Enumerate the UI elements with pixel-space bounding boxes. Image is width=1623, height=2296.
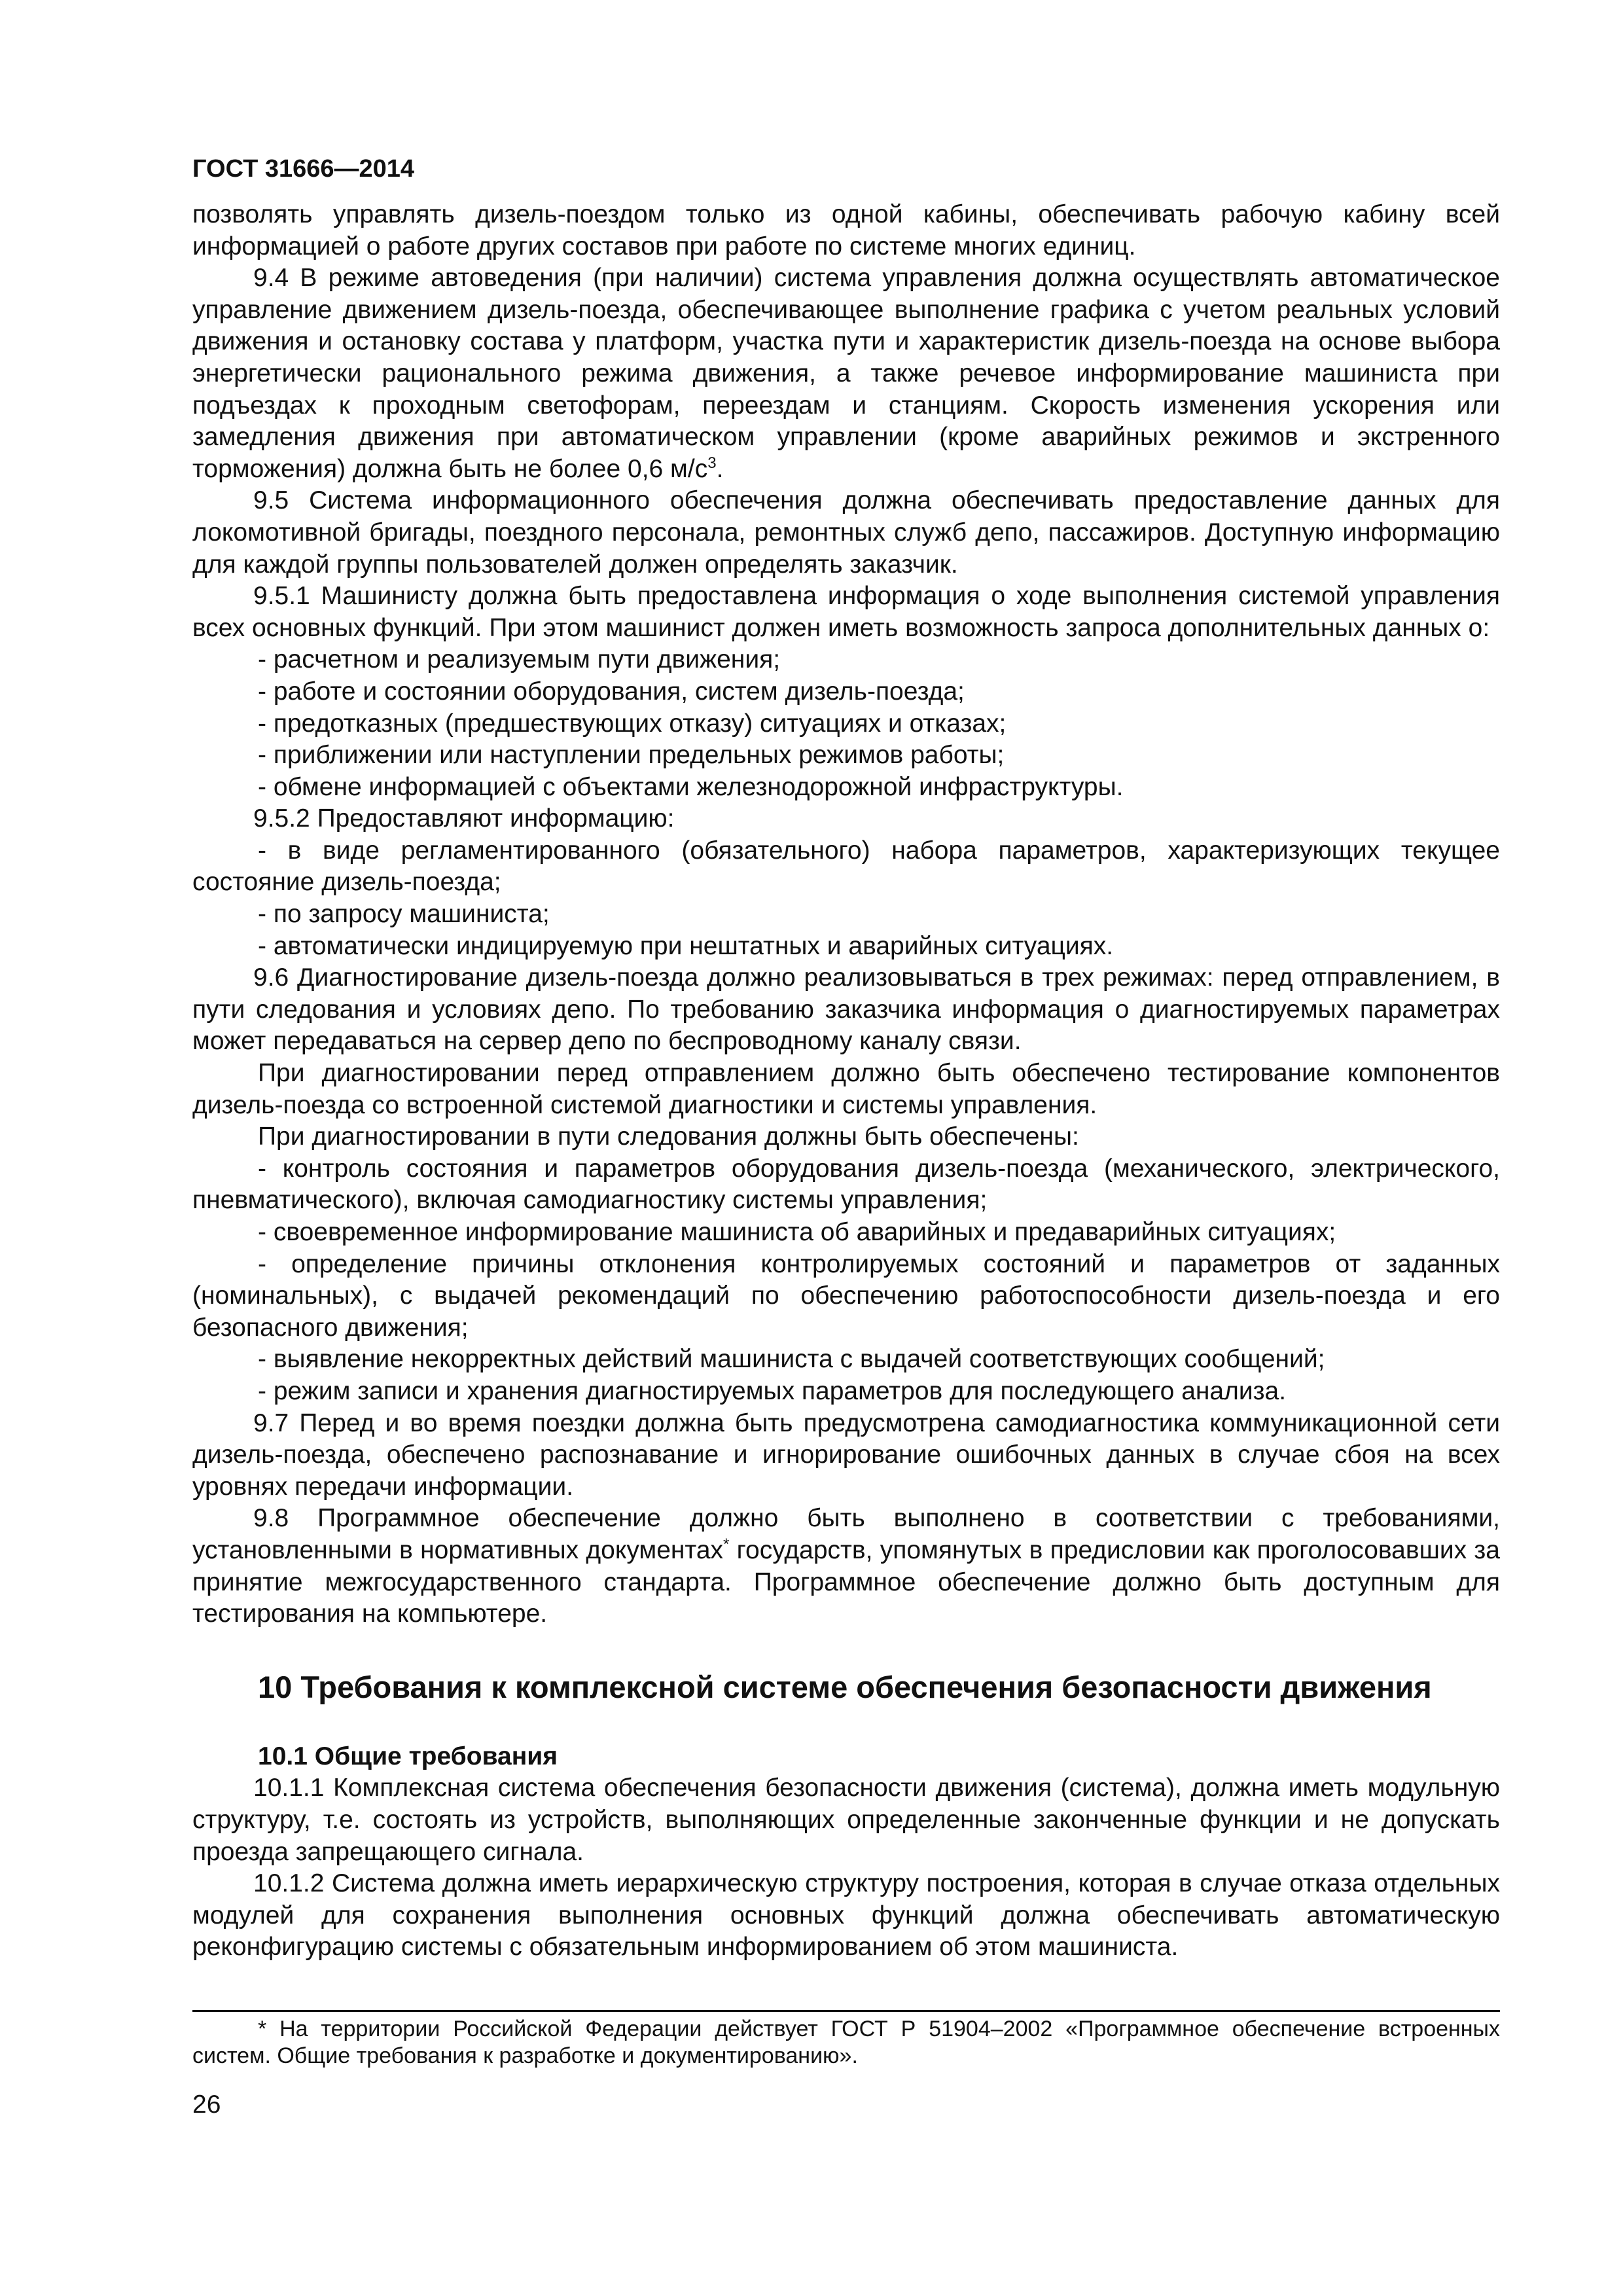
paragraph-9-6-en-route: При диагностировании в пути следования должны быть обеспечены: bbox=[258, 1122, 1079, 1151]
list-item: - в виде регламентированного (обязательного) набора параметров, характеризующих текущее состояние дизель-поезда; bbox=[192, 836, 1500, 897]
paragraph-9-8-text: 9.8 Программное обеспечение должно быть выполнено в соответствии с требованиями, установленными в нормативных документах bbox=[192, 1504, 1500, 1564]
paragraph-9-4-end: . bbox=[716, 454, 724, 483]
paragraph-9-4 bbox=[192, 262, 1500, 485]
list-item: - расчетном и реализуемым пути движения; bbox=[258, 645, 781, 674]
subsection-10-1-title: 10.1 Общие требования bbox=[258, 1742, 558, 1770]
paragraph-9-6-departure: При диагностировании перед отправлением должно быть обеспечено тестирование компонентов дизель-поезда со встроенной системой диагностики и системы управления. bbox=[192, 1059, 1500, 1119]
list-item: - контроль состояния и параметров оборудования дизель-поезда (механического, электрического, пневматического), включая самодиагностику системы управления; bbox=[192, 1154, 1500, 1215]
list-item: - приближении или наступлении предельных режимов работы; bbox=[258, 741, 1005, 770]
paragraph-9-5-2: 9.5.2 Предоставляют информацию: bbox=[253, 804, 675, 833]
footnote-marker: * bbox=[723, 1535, 730, 1553]
paragraph-10-1-1: 10.1.1 Комплексная система обеспечения безопасности движения (система), должна иметь модульную структуру, т.е. состоять из устройств, выполняющих определенные законченные функции и не допускать проезда запрещающего сигнала. bbox=[192, 1774, 1500, 1866]
page-number: 26 bbox=[192, 2090, 221, 2119]
footnote: * На территории Российской Федерации действует ГОСТ Р 51904–2002 «Программное обеспечение встроенных систем. Общие требования к разработке и документированию». bbox=[192, 2017, 1500, 2068]
list-item: - режим записи и хранения диагностируемых параметров для последующего анализа. bbox=[258, 1376, 1287, 1405]
list-item: - своевременное информирование машиниста об аварийных и предаварийных ситуациях; bbox=[258, 1218, 1336, 1246]
page-header: ГОСТ 31666—2014 bbox=[192, 155, 415, 183]
list-item: - предотказных (предшествующих отказу) ситуациях и отказах; bbox=[258, 709, 1007, 738]
paragraph-continuation: позволять управлять дизель-поездом только из одной кабины, обеспечивать рабочую кабину всей информацией о работе других составов при работе по системе многих единиц. bbox=[192, 200, 1500, 260]
list-item: - выявление некорректных действий машиниста с выдачей соответствующих сообщений; bbox=[258, 1345, 1325, 1374]
list-item: - обмене информацией с объектами железнодорожной инфраструктуры. bbox=[258, 772, 1124, 801]
paragraph-9-4-text: 9.4 В режиме автоведения (при наличии) система управления должна осуществлять автоматическое управление движением дизель-поезда, обеспечивающее выполнение графика с учетом реальных условий движения и остановку состава у платформ, участка пути и характеристик дизель-поезда на основе выбора энергетически рационального режима движения, а также речевое информирование машиниста при подъездах к проходным светофорам, переездам и станциям. Скорость изменения ускорения или замедления движения при автоматическом управлении (кроме аварийных режимов и экстренного торможения) должна быть не более 0,6 м/с bbox=[192, 264, 1500, 483]
paragraph-10-1-2: 10.1.2 Система должна иметь иерархическую структуру построения, которая в случае отказа отдельных модулей для сохранения выполнения основных функций должна обеспечивать автоматическую реконфигурацию системы с обязательным информированием об этом машиниста. bbox=[192, 1869, 1500, 1962]
superscript-exponent: 3 bbox=[707, 454, 717, 472]
paragraph-9-8-text-continued: государств, упомянутых в предисловии как проголосовавших за принятие межгосударственного стандарта. Программное обеспечение должно быть доступным для тестирования на компьютере. bbox=[192, 1535, 1500, 1628]
paragraph-9-8 bbox=[192, 1503, 1500, 1630]
list-item: - определение причины отклонения контролируемых состояний и параметров от заданных (номинальных), с выдачей рекомендаций по обеспечению работоспособности дизель-поезда и его безопасного движения; bbox=[192, 1249, 1500, 1342]
paragraph-9-7: 9.7 Перед и во время поездки должна быть предусмотрена самодиагностика коммуникационной сети дизель-поезда, обеспечено распознавание и игнорирование ошибочных данных в случае сбоя на всех уровнях передачи информации. bbox=[192, 1408, 1500, 1501]
list-item: - автоматически индицируемую при нештатных и аварийных ситуациях. bbox=[258, 931, 1114, 960]
section-10-title: 10 Требования к комплексной системе обеспечения безопасности движения bbox=[258, 1669, 1432, 1704]
paragraph-9-5-1: 9.5.1 Машинисту должна быть предоставлена информация о ходе выполнения системой управления всех основных функций. При этом машинист должен иметь возможность запроса дополнительных данных о: bbox=[192, 582, 1500, 642]
list-item: - по запросу машиниста; bbox=[258, 900, 550, 929]
footnote-divider bbox=[192, 2010, 1500, 2012]
paragraph-9-5: 9.5 Система информационного обеспечения должна обеспечивать предоставление данных для локомотивной бригады, поездного персонала, ремонтных служб депо, пассажиров. Доступную информацию для каждой группы пользователей должен определять заказчик. bbox=[192, 486, 1500, 579]
page-body bbox=[192, 199, 1500, 1964]
list-item: - работе и состоянии оборудования, систем дизель-поезда; bbox=[258, 677, 965, 706]
paragraph-9-6: 9.6 Диагностирование дизель-поезда должно реализовываться в трех режимах: перед отправлением, в пути следования и условиях депо. По требованию заказчика информация о диагностируемых параметрах может передаваться на сервер депо по беспроводному каналу связи. bbox=[192, 963, 1500, 1056]
